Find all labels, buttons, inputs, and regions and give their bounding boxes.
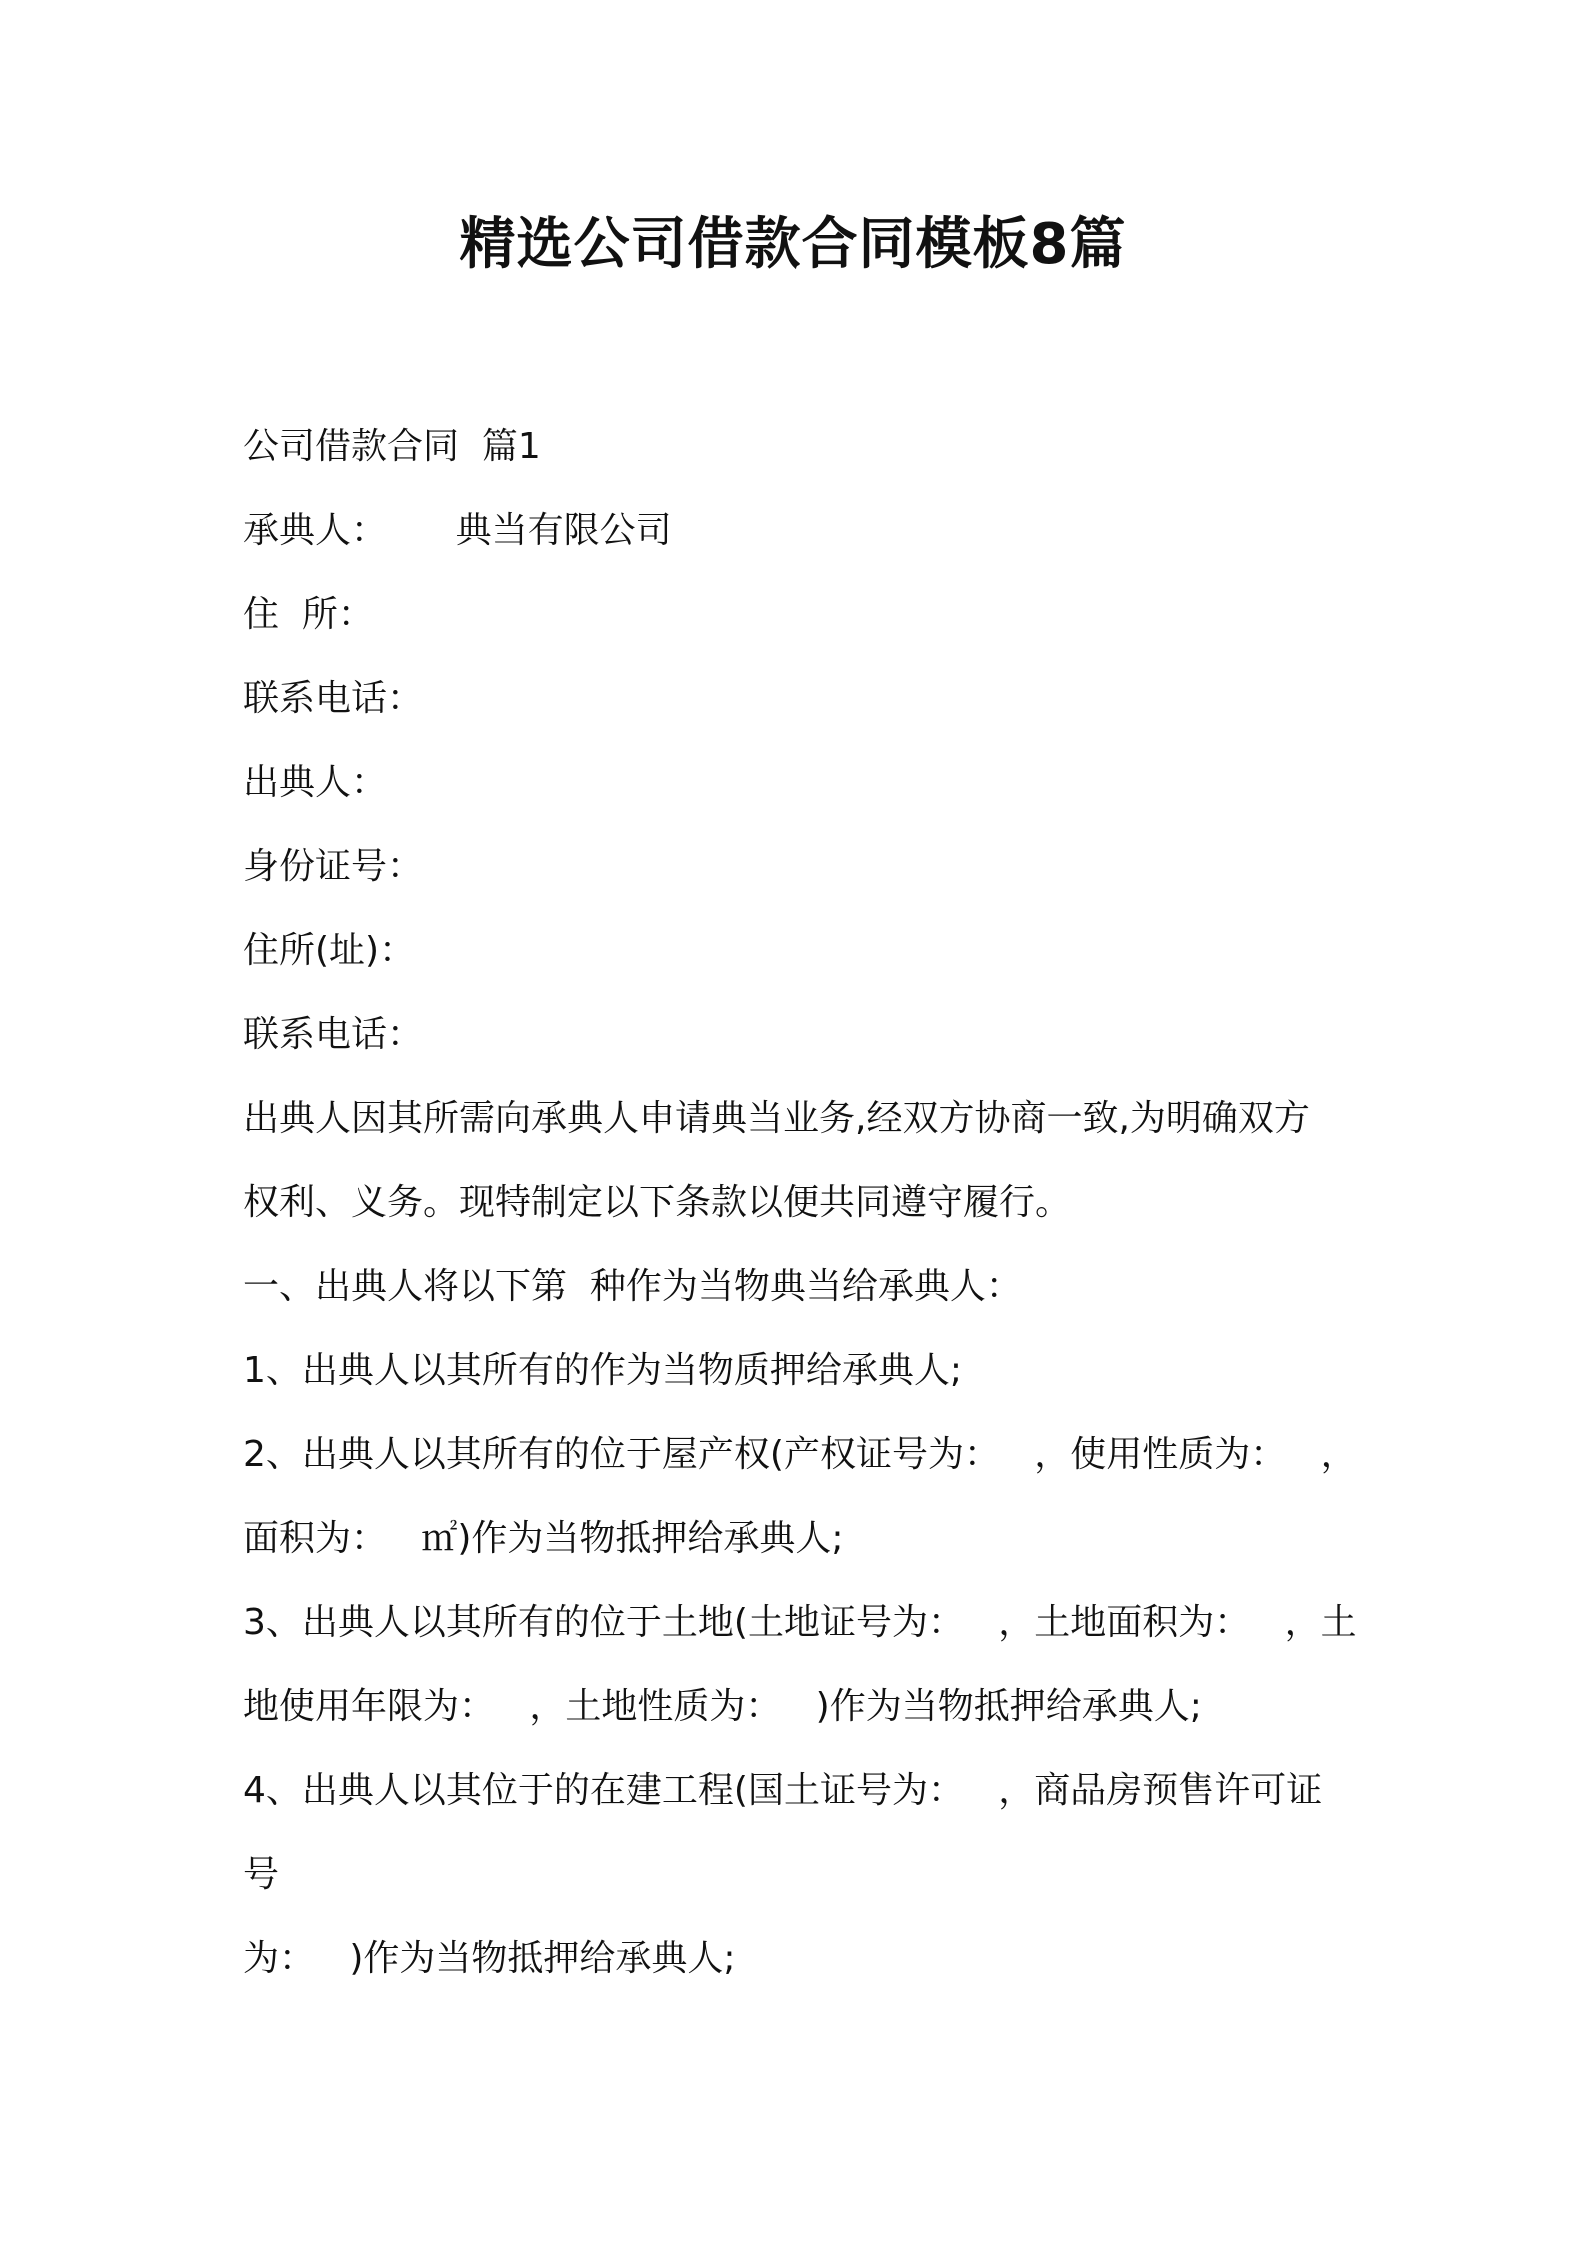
- pawner-line: 出典人：: [243, 762, 388, 803]
- clause-item-2-continued: 面积为： ㎡)作为当物抵押给承典人;: [243, 1518, 844, 1559]
- paragraph-line: 权利、义务。现特制定以下条款以便共同遵守履行。: [243, 1182, 1072, 1223]
- phone-line-2: 联系电话：: [243, 1014, 424, 1055]
- pawnee-line: 承典人： 典当有限公司: [243, 510, 672, 551]
- clause-item-3-continued: 地使用年限为： ，土地性质为： )作为当物抵押给承典人;: [243, 1686, 1202, 1727]
- document-body: [243, 405, 1357, 2001]
- clause-heading: 一、出典人将以下第 种作为当物典当给承典人：: [243, 1266, 1022, 1307]
- clause-item-4-continued: 号: [243, 1854, 280, 1895]
- clause-item-3: 3、出典人以其所有的位于土地(土地证号为： ，土地面积为： ，土: [243, 1602, 1357, 1643]
- clause-item-2: 2、出典人以其所有的位于屋产权(产权证号为： ，使用性质为： ，: [243, 1434, 1357, 1475]
- paragraph-line: 出典人因其所需向承典人申请典当业务,经双方协商一致,为明确双方: [243, 1098, 1310, 1139]
- clause-item-4: 4、出典人以其位于的在建工程(国土证号为： ，商品房预售许可证: [243, 1770, 1323, 1811]
- clause-item-1: 1、出典人以其所有的作为当物质押给承典人;: [243, 1350, 963, 1391]
- phone-line: 联系电话：: [243, 678, 424, 719]
- id-number-line: 身份证号：: [243, 846, 424, 887]
- document-title: 精选公司借款合同模板8篇: [459, 212, 1127, 277]
- residence-line: 住所(址)：: [243, 930, 416, 971]
- address-line: 住 所：: [243, 594, 374, 635]
- section-heading: 公司借款合同 篇1: [243, 426, 541, 467]
- clause-item-4-end: 为： )作为当物抵押给承典人;: [243, 1938, 736, 1979]
